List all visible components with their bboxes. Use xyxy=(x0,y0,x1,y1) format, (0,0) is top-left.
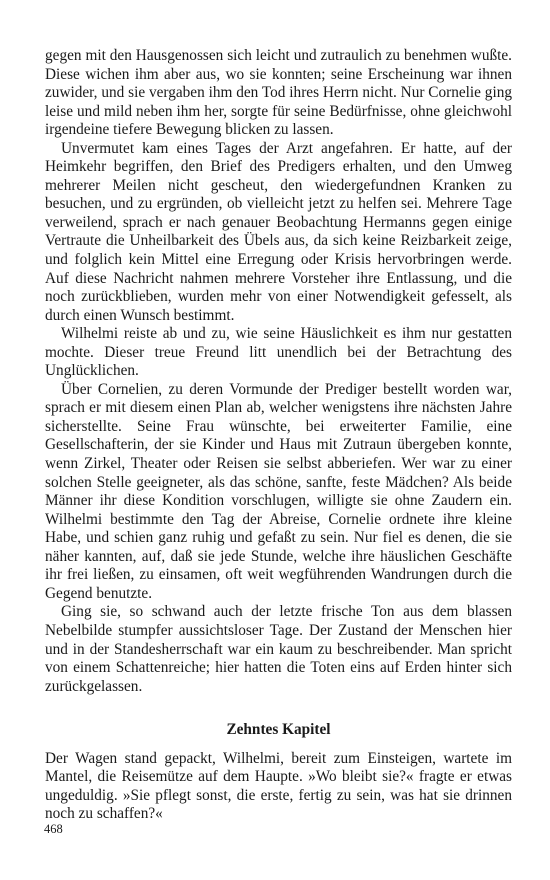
paragraph-wilhelmi: Wilhelmi reiste ab und zu, wie seine Häuslichkeit es ihm nur gestatten mochte. Dieser treue Freund litt unendlich bei der Betrachtung des Unglücklichen. xyxy=(45,325,512,380)
paragraph-doctor-visit: Unvermutet kam eines Tages der Arzt angefahren. Er hatte, auf der Heimkehr begriffen, den Brief des Predigers erhalten, und den Umweg mehrerer Meilen nicht gescheut, den wiedergefundnen Kranken zu besuchen, und zu ergründen, ob vielleicht jetzt zu helfen sei. Mehrere Tage verweilend, sprach er nach genauer Beobachtung Hermanns gegen einige Vertraute die Unheilbarkeit des Übels aus, da sich keine Reizbarkeit zeige, und folglich kein Mittel eine Erregung oder Krisis hervorbringen werde. Auf diese Nachricht nahmen mehrere Vorsteher ihre Entlassung, und die noch zurückblieben, wurden mehr von einer Notwendigkeit gefesselt, als durch einen Wunsch bestimmt. xyxy=(45,139,512,324)
chapter-heading: Zehntes Kapitel xyxy=(226,721,331,739)
page-number: 468 xyxy=(44,822,63,836)
page-body xyxy=(45,47,512,824)
paragraph-cornelie-plan: Über Cornelien, zu deren Vormunde der Prediger bestellt worden war, sprach er mit diesem einen Plan ab, welcher wenigstens ihre nächsten Jahre sicherstellte. Seine Frau wünschte, bei erweiterter Familie, eine Gesellschafterin, der sie Kinder und Haus mit Zutraun übergeben konnte, wenn Zirkel, Theater oder Reisen sie selbst abberiefen. Wer war zu einer solchen Stelle geeigneter, als das schöne, sanfte, feste Mädchen? Als beide Männer ihr diese Kondition vorschlugen, willigte sie ohne Zaudern ein. Wilhelmi bestimmte den Tag der Abreise, Cornelie ordnete ihre kleine Habe, und schien ganz ruhig und gefaßt zu sein. Nur fiel es denen, die sie näher kannten, auf, daß sie jede Stunde, welche ihre häuslichen Geschäfte ihr frei ließen, zu einsamen, oft weit wegführenden Wandrungen durch die Gegend benutzte. xyxy=(45,380,512,602)
paragraph-chapter-start: Der Wagen stand gepackt, Wilhelmi, bereit zum Einsteigen, wartete im Mantel, die Reisemütze auf dem Haupte. »Wo bleibt sie?« fragte er etwas ungeduldig. »Sie pflegt sonst, die erste, fertig zu sein, was hat sie drinnen noch zu schaffen?« xyxy=(45,749,512,823)
paragraph-continued: gegen mit den Hausgenossen sich leicht und zutraulich zu benehmen wußte. Diese wichen ihm aber aus, wo sie konnten; seine Erscheinung war ihnen zuwider, und sie vergaben ihm den Tod ihres Herrn nicht. Nur Cornelie ging leise und mild neben ihm her, sorgte für seine Bedürfnisse, ohne gleichwohl irgendeine tiefere Bewegung blicken zu lassen. xyxy=(45,47,512,139)
paragraph-shadow-realm: Ging sie, so schwand auch der letzte frische Ton aus dem blassen Nebelbilde stumpfer aussichtsloser Tage. Der Zustand der Menschen hier und in der Standesherrschaft war ein kaum zu beschreibender. Man spricht von einem Schattenreiche; hier hatten die Toten eins auf Erden hinter sich zurückgelassen. xyxy=(45,603,512,695)
